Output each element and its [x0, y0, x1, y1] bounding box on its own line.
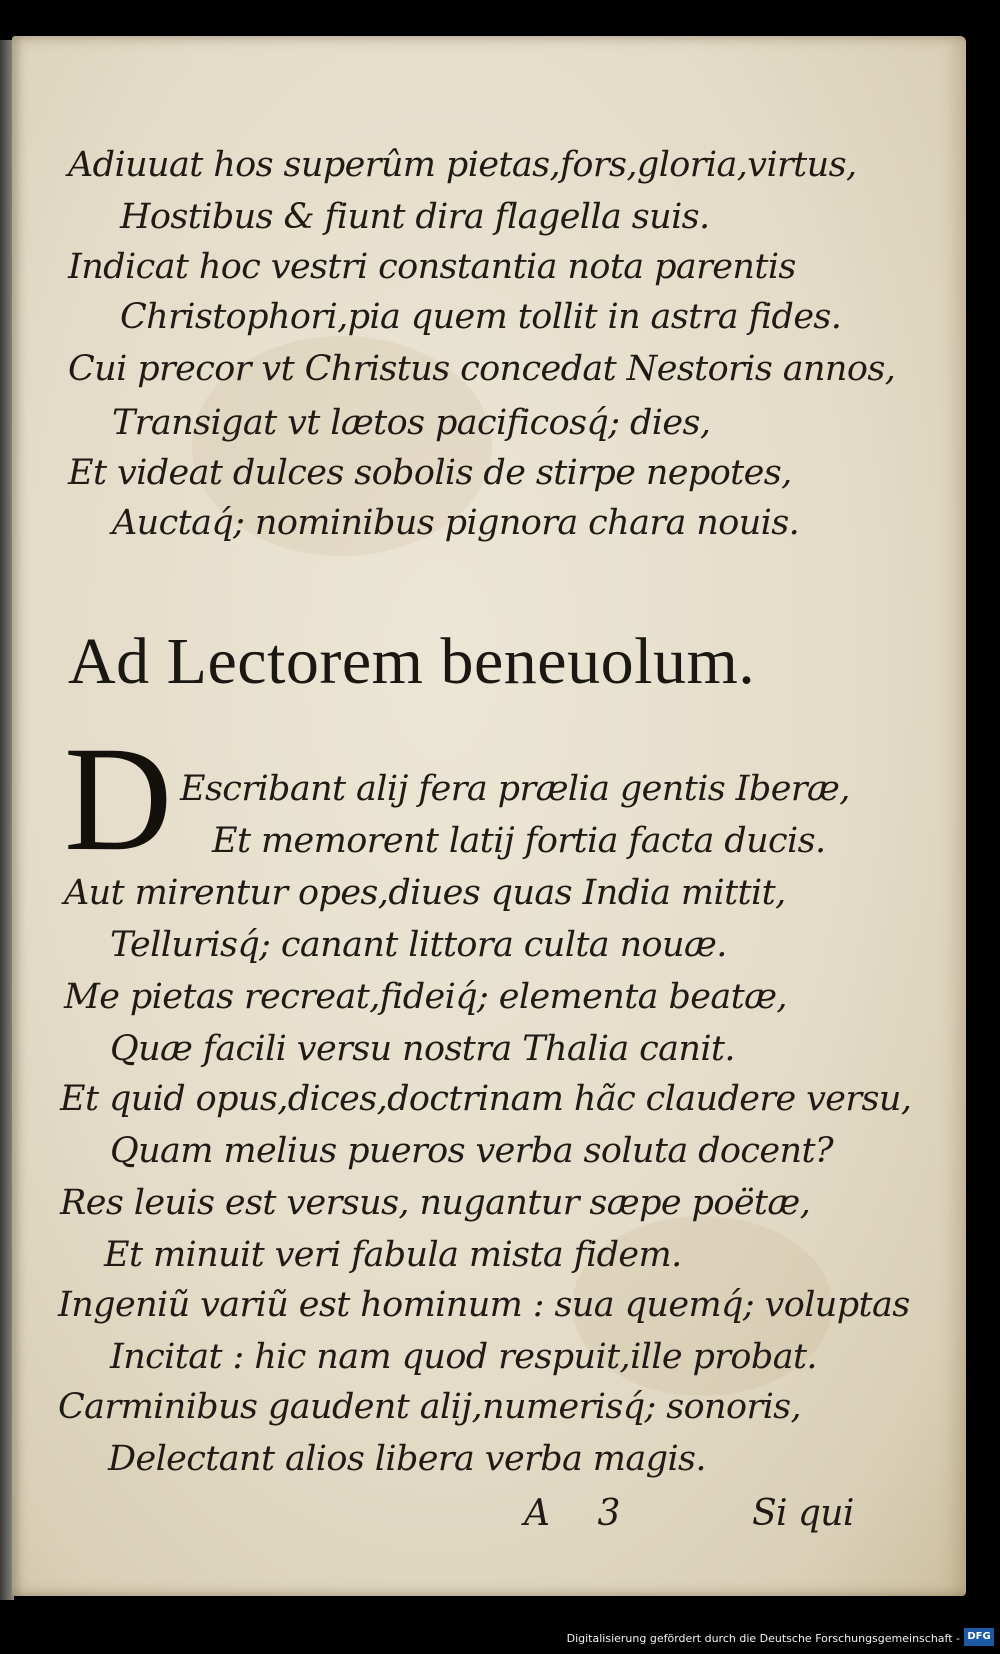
signature-mark: A 3: [524, 1493, 639, 1534]
verse-line: Et quid opus,dices,doctrinam hãc claudere versu,: [60, 1079, 912, 1119]
verse-line: Escribant alij fera prælia gentis Iberæ,: [180, 769, 850, 809]
page-text: [12, 36, 966, 1596]
verse-line: Quam melius pueros verba soluta docent?: [110, 1131, 834, 1171]
catchword: Si qui: [752, 1493, 854, 1534]
digitization-credit: Digitalisierung gefördert durch die Deutsche Forschungsgemeinschaft -: [566, 1632, 960, 1645]
verse-line: Quæ facili versu nostra Thalia canit.: [110, 1029, 735, 1069]
verse-line: Aut mirentur opes,diues quas India mittit,: [64, 873, 786, 913]
verse-line: Et memorent latij fortia facta ducis.: [212, 821, 826, 861]
verse-line: Hostibus & fiunt dira flagella suis.: [120, 197, 710, 237]
verse-line: Indicat hoc vestri constantia nota parentis: [68, 247, 796, 287]
verse-line: Auctaq́; nominibus pignora chara nouis.: [112, 503, 800, 543]
verse-line: Delectant alios libera verba magis.: [108, 1439, 706, 1479]
verse-line: Christophori,pia quem tollit in astra fides.: [120, 297, 842, 337]
verse-line: Adiuuat hos superûm pietas,fors,gloria,virtus,: [68, 145, 857, 185]
verse-line: Ingeniũ variũ est hominum : sua quemq́; voluptas: [58, 1285, 910, 1325]
verse-line: Cui precor vt Christus concedat Nestoris annos,: [68, 349, 896, 389]
verse-line: Res leuis est versus, nugantur sæpe poëtæ,: [60, 1183, 811, 1223]
verse-line: Transigat vt lætos pacificosq́; dies,: [112, 403, 711, 443]
drop-cap: D: [64, 716, 173, 882]
verse-line: Incitat : hic nam quod respuit,ille probat.: [110, 1337, 817, 1377]
verse-line: Et minuit veri fabula mista fidem.: [104, 1235, 682, 1275]
verse-line: Me pietas recreat,fideiq́; elementa beatæ,: [64, 977, 787, 1017]
verse-line: Et videat dulces sobolis de stirpe nepotes,: [68, 453, 792, 493]
book-page: [12, 36, 966, 1596]
dfg-logo: DFG: [964, 1628, 994, 1646]
verse-line: Carminibus gaudent alij,numerisq́; sonoris,: [58, 1387, 802, 1427]
section-heading: Ad Lectorem beneuolum.: [68, 625, 756, 698]
verse-line: Tellurisq́; canant littora culta nouæ.: [110, 925, 727, 965]
